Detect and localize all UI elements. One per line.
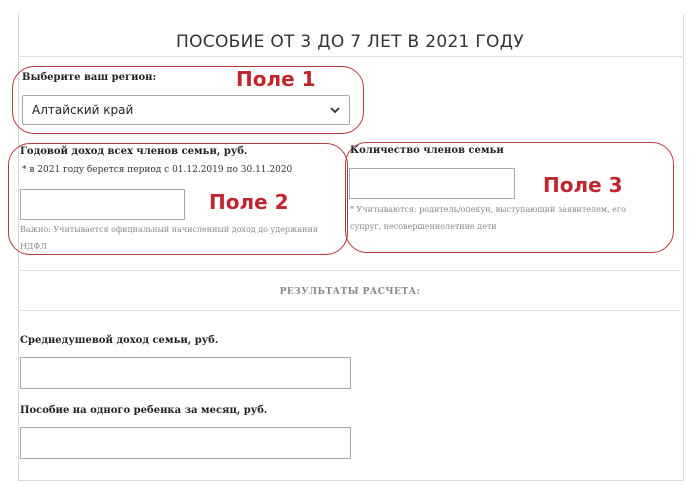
chevron-down-icon	[329, 104, 341, 116]
benefit-label: Пособие на одного ребенка за месяц, руб.	[20, 405, 268, 416]
income-label: Годовой доход всех членов семьи, руб.	[20, 146, 248, 157]
members-label: Количество членов семьи	[350, 145, 504, 156]
members-input[interactable]	[349, 168, 515, 199]
annotation-field-3: Поле 3	[543, 173, 623, 197]
income-input[interactable]	[20, 189, 185, 220]
annotation-field-1: Поле 1	[236, 67, 316, 91]
region-label: Выберите ваш регион:	[22, 72, 157, 83]
results-separator-top	[20, 270, 680, 271]
results-heading: РЕЗУЛЬТАТЫ РАСЧЕТА:	[279, 287, 421, 297]
income-hint: Важно: Учитывается официальный начисленный доход до удержания НДФЛ	[20, 225, 318, 251]
income-period-note: * в 2021 году берется период с 01.12.2019 по 30.11.2020	[22, 165, 293, 175]
avg-income-label: Среднедушевой доход семьи, руб.	[20, 335, 219, 346]
annotation-field-2: Поле 2	[209, 190, 289, 214]
page-title: ПОСОБИЕ ОТ 3 ДО 7 ЛЕТ В 2021 ГОДУ	[176, 32, 524, 52]
results-separator-bottom	[20, 310, 680, 311]
region-select[interactable]	[22, 95, 350, 125]
members-hint: * Учитываются: родитель/опекун, выступающий заявителем, его супруг, несовершеннолетние дети	[350, 205, 626, 231]
avg-income-output	[20, 357, 351, 389]
region-select-value: Алтайский край	[32, 103, 134, 117]
benefit-output	[20, 427, 351, 459]
title-underline	[18, 56, 682, 57]
